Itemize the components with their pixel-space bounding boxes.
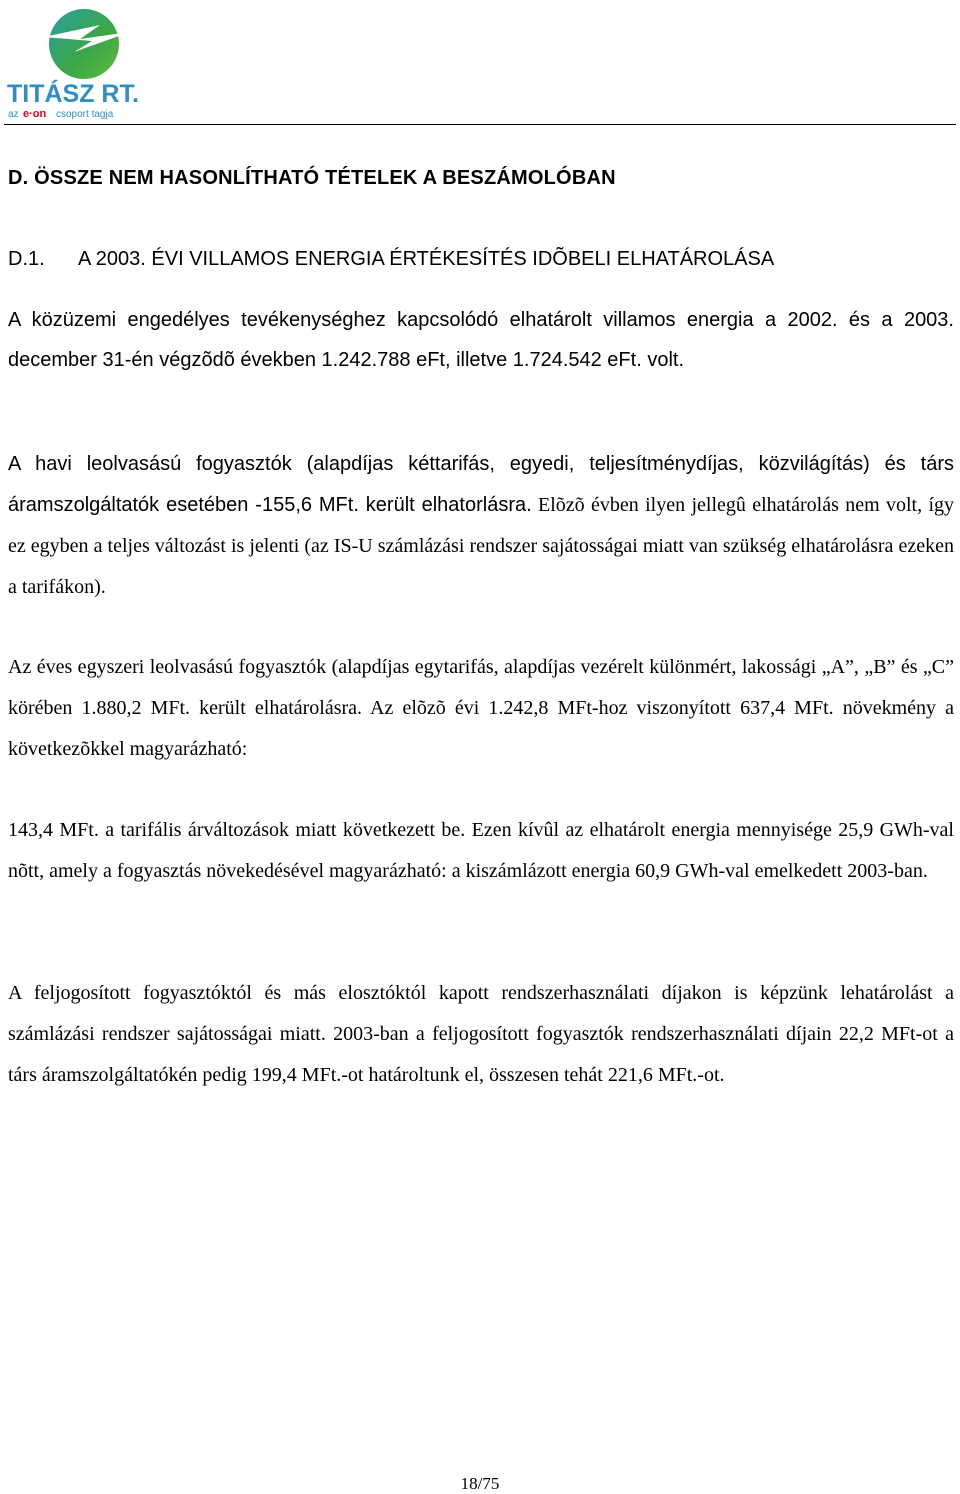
header-divider — [4, 124, 956, 125]
logo-tagline-prefix: az — [8, 109, 19, 120]
paragraph-tariff-changes: 143,4 MFt. a tarifális árváltozások miatt következett be. Ezen kívûl az elhatárolt energia mennyisége 25,9 GWh-val nõtt, amely a fogyasztás növekedésével magyarázható: a kiszámlázott energia 60,9 GWh-val emelkedett 2003-ban. — [8, 819, 954, 882]
globe-shape — [49, 9, 119, 79]
paragraph-system-usage-fees: A feljogosított fogyasztóktól és más elosztóktól kapott rendszerhasználati díjakon is képzünk lehatárolást a számlázási rendszer sajátosságai miatt. 2003-ban a feljogosított fogyasztók rendszerhasználati díjain 22,2 MFt-ot a társ áramszolgáltatókén pedig 199,4 MFt.-ot határoltunk el, összesen tehát 221,6 MFt.-ot. — [8, 982, 954, 1086]
company-logo — [4, 4, 164, 122]
paragraph-annual-consumers: Az éves egyszeri leolvasású fogyasztók (alapdíjas egytarifás, alapdíjas vezérelt különmért, lakossági „A”, „B” és „C” körében 1.880,2 MFt. került elhatárolásra. Az elõzõ évi 1.242,8 MFt-hoz viszonyított 637,4 MFt. növekmény a következõkkel magyarázható: — [8, 656, 954, 760]
logo-eon-brand: e·on — [23, 108, 47, 120]
logo-wordmark: TITÁSZ RT. — [7, 80, 139, 108]
paragraph-deferred-energy: A közüzemi engedélyes tevékenységhez kapcsolódó elhatárolt villamos energia a 2002. és a 2003. december 31-én végzõdõ években 1.242.788 eFt, illetve 1.724.542 eFt. volt. — [8, 309, 954, 371]
paragraph-monthly-consumers-part2: Elõzõ évben ilyen jellegû elhatárolás nem volt, így ez egyben a teljes változást is jelenti (az IS-U számlázási rendszer sajátosságai miatt van szükség elhatárolásra ezeken a tarifákon). — [8, 494, 955, 598]
subsection-title: A 2003. ÉVI VILLAMOS ENERGIA ÉRTÉKESÍTÉS IDÕBELI ELHATÁROLÁSA — [78, 248, 775, 270]
logo-tagline-suffix: csoport tagja — [56, 109, 114, 120]
section-heading: D. ÖSSZE NEM HASONLÍTHATÓ TÉTELEK A BESZÁMOLÓBAN — [8, 167, 616, 189]
subsection-number: D.1. — [8, 248, 45, 270]
paragraph-monthly-consumers — [8, 444, 954, 608]
subsection-heading — [8, 248, 774, 271]
page-number: 18/75 — [460, 1474, 500, 1493]
titasz-logo-graphic — [4, 4, 164, 122]
paragraph-monthly-consumers-part1: A havi leolvasású fogyasztók (alapdíjas kéttarifás, egyedi, teljesítménydíjas, közvilágítás) és társ áramszolgáltatók esetében -155,6 MFt. került elhatorlásra. — [8, 453, 954, 516]
